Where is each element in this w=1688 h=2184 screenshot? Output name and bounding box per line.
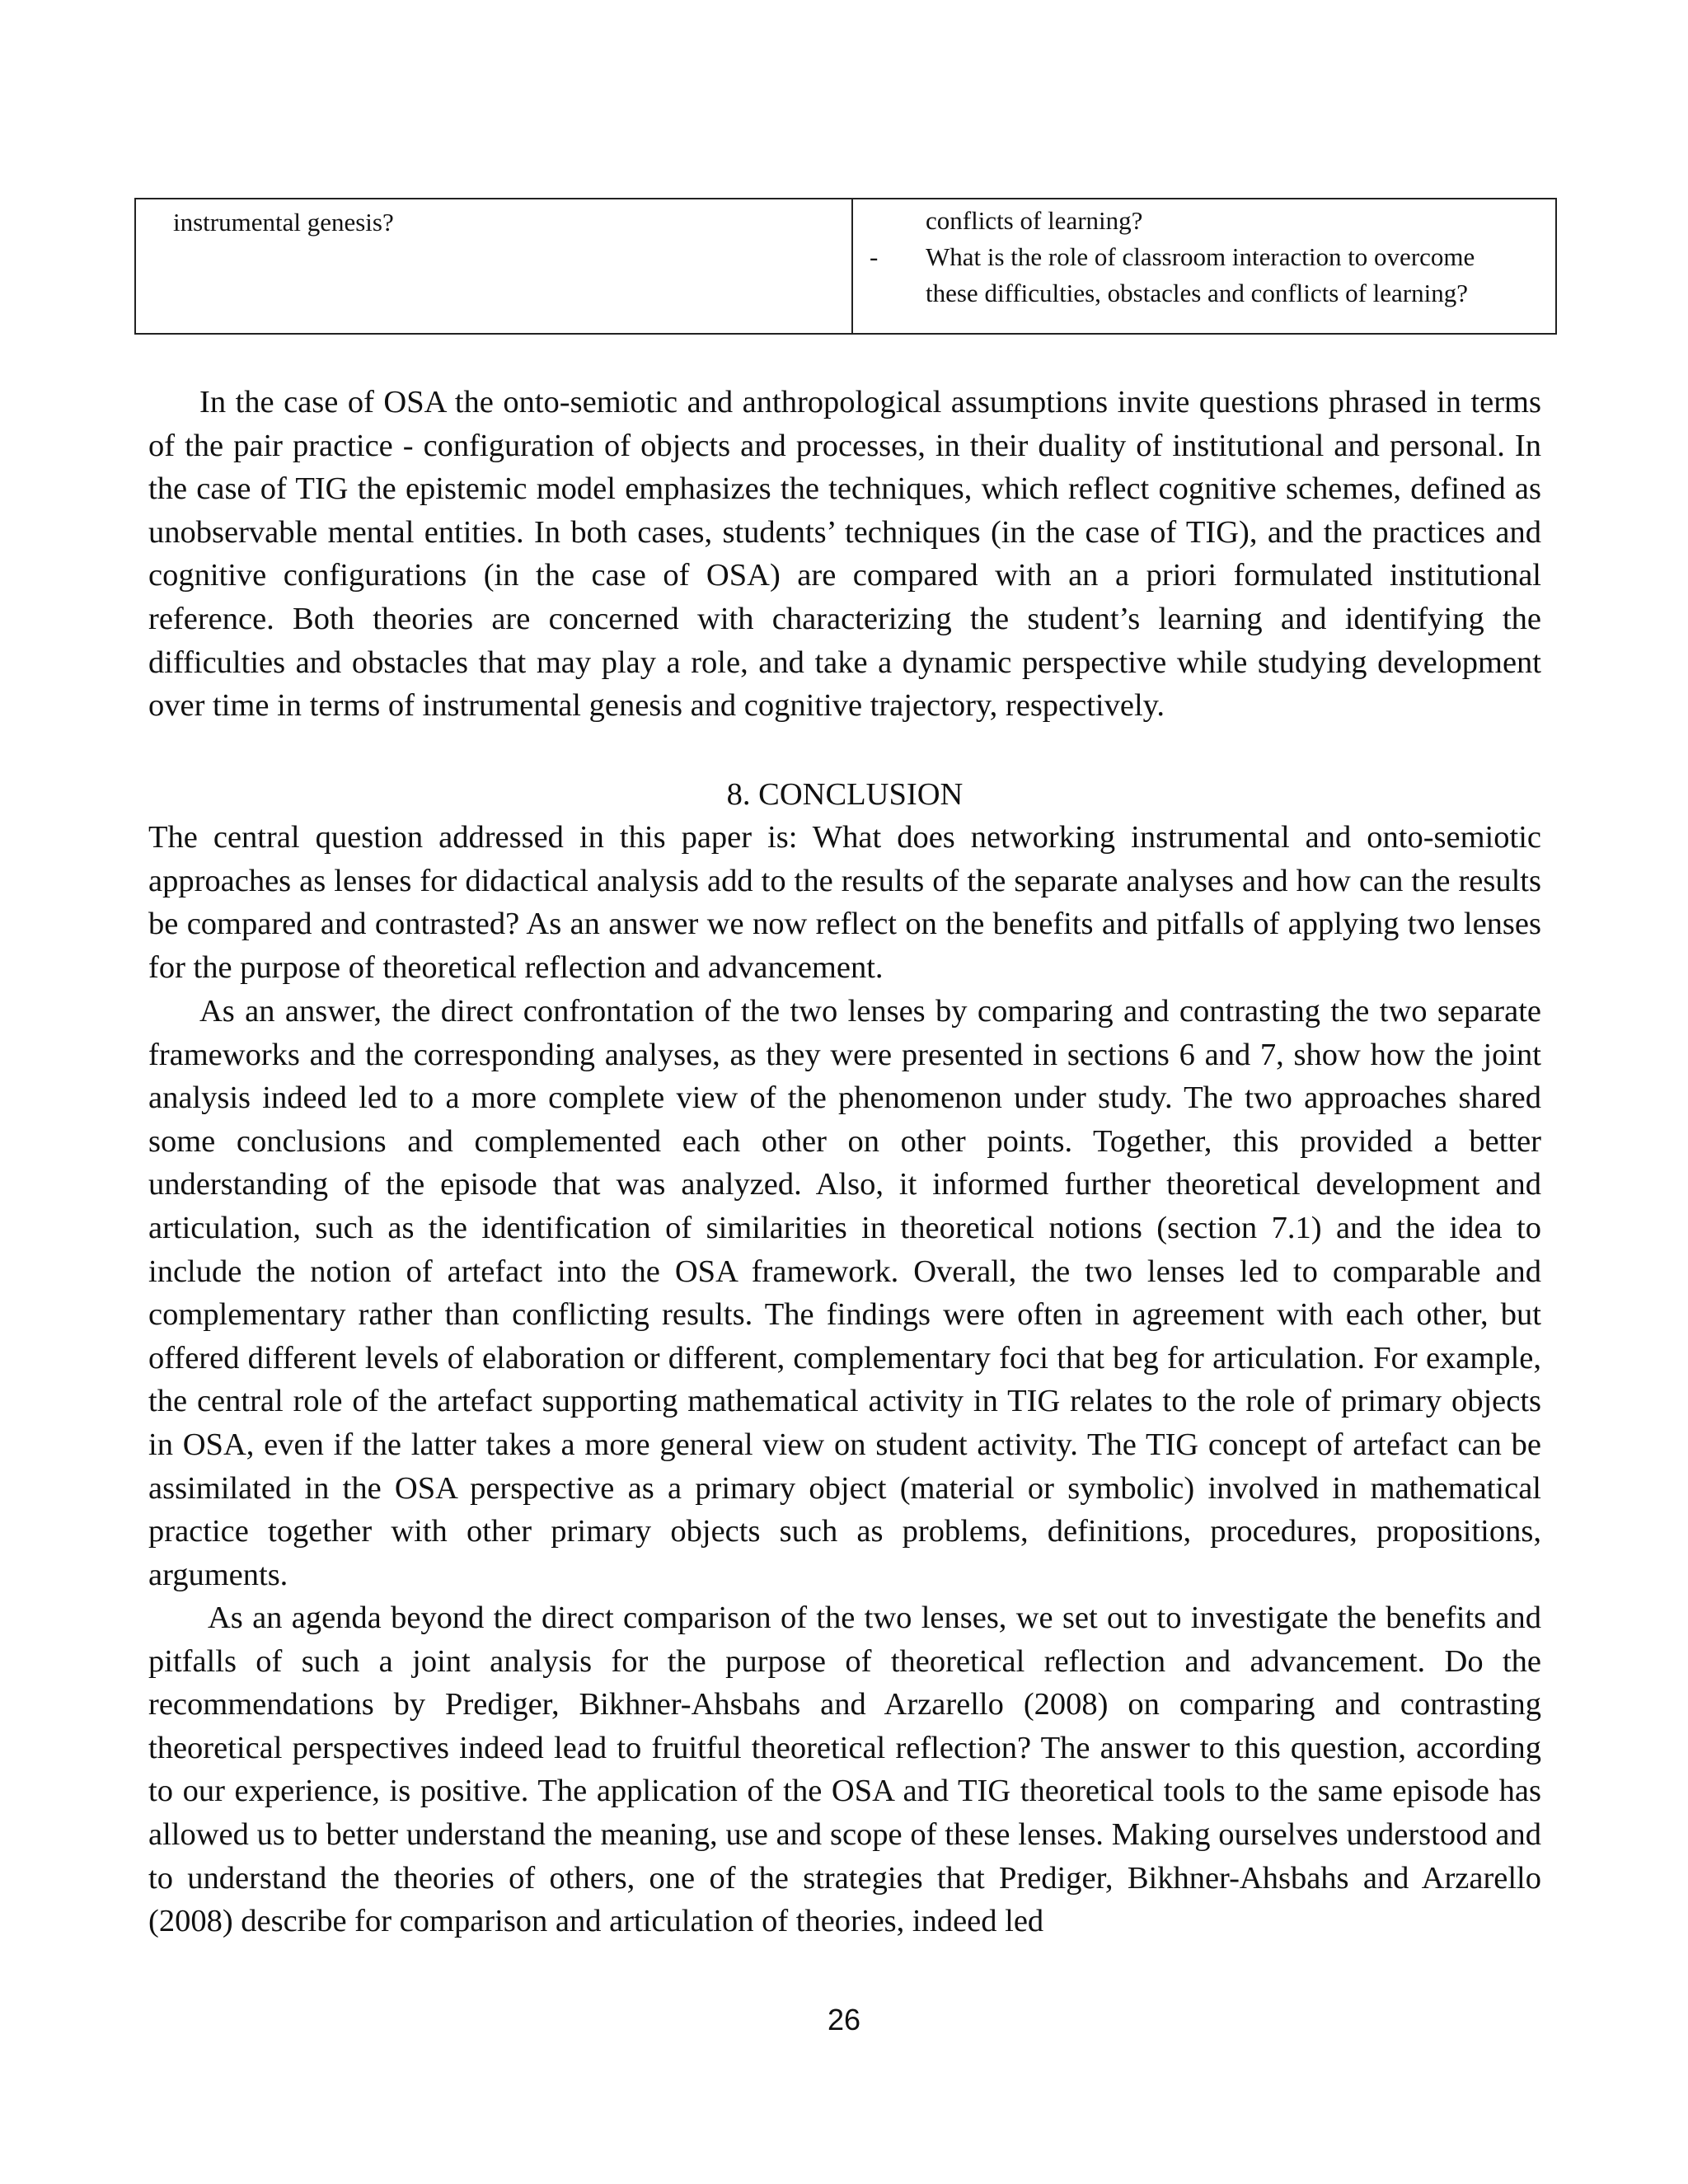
research-questions-table <box>134 198 1557 335</box>
table-cell-left <box>136 199 853 333</box>
table-cell-right-line: these difficulties, obstacles and conflicts of learning? <box>926 279 1468 307</box>
table-cell-right-line: What is the role of classroom interaction to overcome <box>926 242 1475 271</box>
paragraph-central-question: The central question addressed in this paper is: What does networking instrumental and onto-semiotic approaches as lenses for didactical analysis add to the results of the separate analyses and how can the results be compared and contrasted? As an answer we now reflect on the benefits and pitfalls of applying two lenses for the purpose of theoretical reflection and advancement. <box>148 820 1541 985</box>
table-cell-left-text: instrumental genesis? <box>173 208 394 237</box>
paragraph-direct-confrontation: As an answer, the direct confrontation of the two lenses by comparing and contrasting the two separate frameworks and the corresponding analyses, as they were presented in sections 6 and 7, show how the joint analysis indeed led to a more complete view of the phenomenon under study. The two approaches shared some conclusions and complemented each other on other points. Together, this provided a better understanding of the episode that was analyzed. Also, it informed further theoretical development and articulation, such as the identification of similarities in theoretical notions (section 7.1) and the idea to include the notion of artefact into the OSA framework. Overall, the two lenses led to comparable and complementary rather than conflicting results. The findings were often in agreement with each other, but offered different levels of elaboration or different, complementary foci that beg for articulation. For example, the central role of the artefact supporting mathematical activity in TIG relates to the role of primary objects in OSA, even if the latter takes a more general view on student activity. The TIG concept of artefact can be assimilated in the OSA perspective as a primary object (material or symbolic) involved in mathematical practice together with other primary objects such as problems, definitions, procedures, propositions, arguments. <box>148 994 1541 1592</box>
list-bullet: - <box>870 242 879 271</box>
page-number: 26 <box>827 2003 861 2036</box>
section-heading-conclusion: 8. CONCLUSION <box>726 777 964 812</box>
paragraph-agenda: As an agenda beyond the direct comparison of the two lenses, we set out to investigate the benefits and pitfalls of such a joint analysis for the purpose of theoretical reflection and advancement. Do the recommendations by Prediger, Bikhner-Ahsbahs and Arzarello (2008) on comparing and contrasting theoretical perspectives indeed lead to fruitful theoretical reflection? The answer to this question, according to our experience, is positive. The application of the OSA and TIG theoretical tools to the same episode has allowed us to better understand the meaning, use and scope of these lenses. Making ourselves understood and to understand the theories of others, one of the strategies that Prediger, Bikhner-Ahsbahs and Arzarello (2008) describe for comparison and articulation of theories, indeed led <box>148 1601 1541 1939</box>
paragraph-osa-tig-comparison: In the case of OSA the onto-semiotic and anthropological assumptions invite questions phrased in terms of the pair practice - configuration of objects and processes, in their duality of institutional and personal. In the case of TIG the epistemic model emphasizes the techniques, which reflect cognitive schemes, defined as unobservable mental entities. In both cases, students’ techniques (in the case of TIG), and the practices and cognitive configurations (in the case of OSA) are compared with an a priori formulated institutional reference. Both theories are concerned with characterizing the student’s learning and identifying the difficulties and obstacles that may play a role, and take a dynamic perspective while studying development over time in terms of instrumental genesis and cognitive trajectory, respectively. <box>148 385 1541 724</box>
table-cell-right <box>853 199 1555 333</box>
table-cell-right-line: conflicts of learning? <box>926 206 1143 235</box>
